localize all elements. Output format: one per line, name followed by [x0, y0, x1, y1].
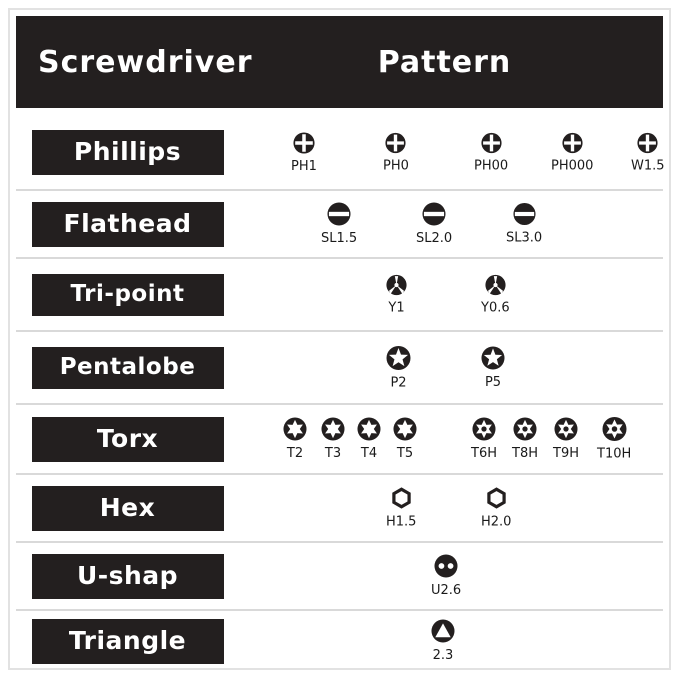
bit-size-label: PH000: [551, 158, 594, 173]
row-label: Pentalobe: [32, 347, 224, 389]
bit-item: [416, 202, 452, 246]
table-row: [16, 609, 663, 671]
table-row: [16, 541, 663, 609]
row-label-cell: [16, 130, 231, 175]
table-row: [16, 189, 663, 257]
bit-item: [471, 417, 497, 461]
tripoint-icon: [485, 274, 506, 295]
row-label: Torx: [32, 417, 224, 462]
phillips-cross-icon: [293, 132, 315, 154]
bit-size-label: PH1: [291, 158, 317, 174]
bit-item: [321, 202, 357, 246]
bit-size-label: PH0: [383, 158, 409, 173]
phillips-cross-icon: [481, 132, 502, 153]
bit-size-label: SL2.0: [416, 231, 453, 246]
bit-size-label: P5: [484, 374, 502, 390]
bit-size-label: Y1: [388, 300, 405, 315]
phillips-cross-icon: [385, 132, 406, 153]
bit-item: [553, 417, 579, 461]
row-pattern-cell: [231, 191, 663, 257]
bit-size-label: T10H: [597, 446, 632, 462]
row-label: Tri-point: [32, 274, 224, 316]
screwdriver-bit-chart: [8, 8, 671, 670]
bit-item: [474, 132, 508, 173]
row-label-cell: [16, 274, 231, 316]
bit-item: [386, 345, 411, 390]
row-pattern-cell: [231, 611, 663, 671]
bit-item: [393, 417, 417, 461]
flathead-slot-icon: [513, 203, 536, 226]
torx-security-icon: [513, 417, 537, 441]
u-shape-icon: [434, 554, 458, 578]
bit-size-label: W1.5: [631, 158, 665, 173]
hex-icon: [390, 487, 413, 510]
bit-size-label: 2.3: [432, 648, 454, 663]
bit-item: [631, 132, 665, 173]
bit-size-label: T2: [286, 446, 304, 461]
bit-item: [431, 554, 461, 598]
row-label-cell: [16, 486, 231, 531]
bit-item: [283, 417, 307, 461]
pentalobe-icon: [386, 345, 411, 370]
bit-item: [383, 132, 409, 173]
bit-size-label: SL1.5: [321, 231, 358, 246]
row-label-cell: [16, 417, 231, 462]
row-label-cell: [16, 347, 231, 389]
triangle-icon: [431, 619, 455, 643]
chart-inner: [16, 16, 663, 662]
bit-size-label: PH00: [474, 158, 509, 173]
bit-size-label: H2.0: [481, 514, 512, 530]
row-label: Triangle: [32, 619, 224, 664]
torx-icon: [357, 417, 381, 441]
row-label: Phillips: [32, 130, 224, 175]
table-row: [16, 473, 663, 541]
bit-size-label: T4: [360, 446, 378, 461]
phillips-cross-icon: [637, 132, 658, 153]
bit-size-label: SL3.0: [506, 230, 543, 246]
chart-rows: [16, 116, 663, 662]
bit-item: [386, 487, 416, 530]
bit-size-label: Y0.6: [481, 300, 510, 315]
bit-size-label: T6H: [471, 446, 497, 461]
row-label-cell: [16, 619, 231, 664]
row-pattern-cell: [231, 116, 663, 189]
bit-item: [386, 274, 407, 315]
bit-size-label: H1.5: [386, 514, 417, 530]
table-row: [16, 116, 663, 189]
row-pattern-cell: [231, 332, 663, 403]
bit-item: [291, 132, 317, 174]
bit-item: [551, 132, 593, 173]
bit-item: [481, 274, 510, 315]
bit-item: [321, 417, 345, 461]
row-label: Flathead: [32, 202, 224, 247]
torx-security-icon: [472, 417, 496, 441]
bit-item: [597, 417, 631, 462]
chart-header: [16, 16, 663, 108]
flathead-slot-icon: [327, 202, 351, 226]
bit-size-label: P2: [390, 375, 407, 390]
tripoint-icon: [386, 274, 407, 295]
table-row: [16, 257, 663, 330]
torx-security-icon: [602, 417, 627, 442]
row-label: Hex: [32, 486, 224, 531]
torx-icon: [321, 417, 345, 441]
bit-size-label: T3: [324, 446, 342, 461]
flathead-slot-icon: [422, 202, 446, 226]
torx-icon: [393, 417, 417, 441]
bit-item: [481, 487, 511, 530]
header-pattern: Pattern: [377, 44, 512, 80]
table-row: [16, 330, 663, 403]
row-label-cell: [16, 554, 231, 599]
row-pattern-cell: [231, 259, 663, 330]
bit-size-label: T5: [396, 446, 414, 461]
torx-icon: [283, 417, 307, 441]
phillips-cross-icon: [562, 132, 583, 153]
row-pattern-cell: [231, 405, 663, 473]
hex-icon: [485, 487, 508, 510]
torx-security-icon: [554, 417, 578, 441]
row-label-cell: [16, 202, 231, 247]
row-label: U-shap: [32, 554, 224, 599]
bit-size-label: T8H: [512, 446, 538, 461]
pentalobe-icon: [481, 346, 505, 370]
bit-item: [512, 417, 538, 461]
bit-item: [506, 203, 542, 246]
table-row: [16, 403, 663, 473]
bit-size-label: T9H: [553, 446, 579, 461]
bit-item: [481, 346, 505, 390]
row-pattern-cell: [231, 543, 663, 609]
row-pattern-cell: [231, 475, 663, 541]
bit-size-label: U2.6: [431, 583, 462, 598]
bit-item: [431, 619, 455, 663]
header-screwdriver: Screwdriver: [38, 44, 253, 80]
bit-item: [357, 417, 381, 461]
